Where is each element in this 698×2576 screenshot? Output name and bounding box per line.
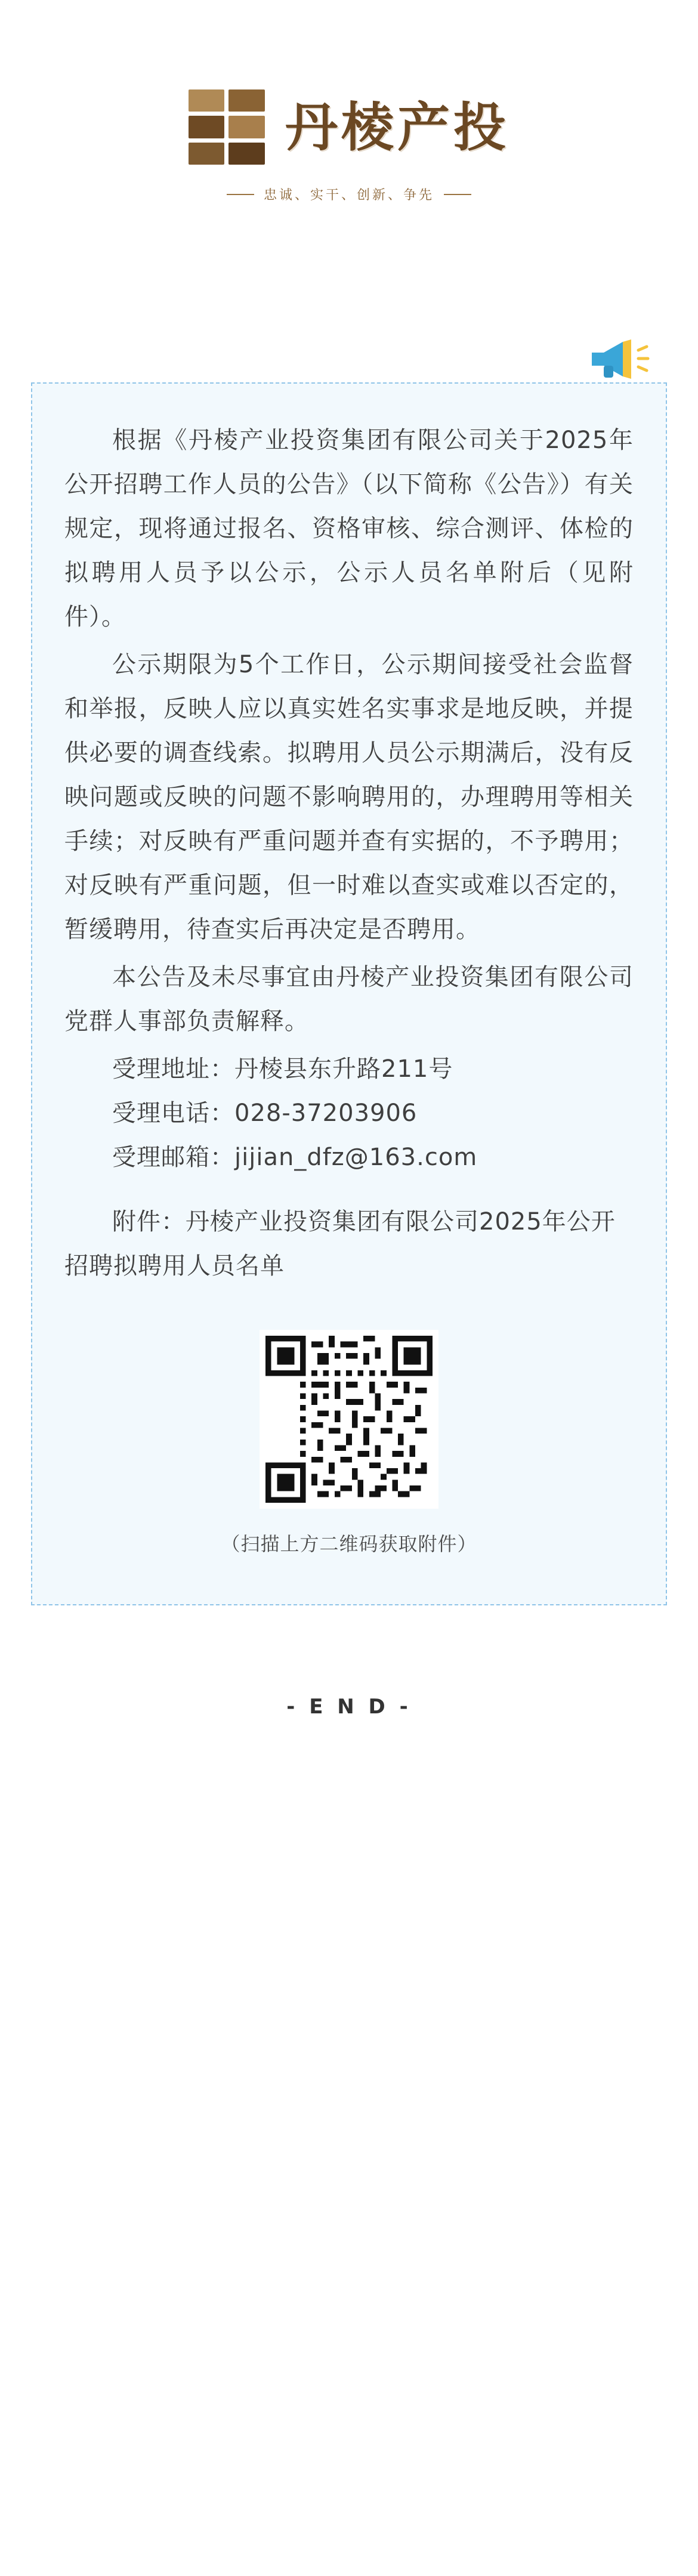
contact-phone: 受理电话：028-37203906 xyxy=(112,1099,418,1127)
qr-section xyxy=(64,1330,634,1556)
notice-paragraph-3: 本公告及未尽事宜由丹棱产业投资集团有限公司党群人事部负责解释。 xyxy=(64,963,634,1035)
contact-email: 受理邮箱：jijian_dfz@163.com xyxy=(112,1144,478,1171)
attachment-note: 附件：丹棱产业投资集团有限公司2025年公开招聘拟聘用人员名单 xyxy=(64,1208,616,1280)
megaphone-icon xyxy=(581,335,653,382)
notice-content-box xyxy=(31,382,667,1605)
slogan-rule-right xyxy=(444,194,471,195)
logo-slogan-text: 忠诚、实干、创新、争先 xyxy=(263,188,434,203)
notice-paragraph-2: 公示期限为5个工作日，公示期间接受社会监督和举报，反映人应以真实姓名实事求是地反映，并提供必要的调查线索。拟聘用人员公示期满后，没有反映问题或反映的问题不影响聘用的，办理聘用等相关手续；对反映有严重问题并查有实据的，不予聘用；对反映有严重问题，但一时难以查实或难以否定的，暂缓聘用，待查实后再决定是否聘用。 xyxy=(64,651,634,943)
slogan-rule-left xyxy=(227,194,254,195)
contact-address: 受理地址：丹棱县东升路211号 xyxy=(112,1055,453,1083)
notice-paragraph-1: 根据《丹棱产业投资集团有限公司关于2025年公开招聘工作人员的公告》（以下简称《公告》）有关规定，现将通过报名、资格审核、综合测评、体检的拟聘用人员予以公示，公示人员名单附后（见附件）。 xyxy=(64,427,634,631)
logo-title: 丹棱产投 xyxy=(285,96,509,158)
end-label: - E N D - xyxy=(286,1695,412,1719)
qr-code-svg xyxy=(265,1336,433,1503)
decoration-area xyxy=(31,341,667,382)
logo xyxy=(189,89,509,165)
page-header xyxy=(0,0,698,203)
qr-caption: （扫描上方二维码获取附件） xyxy=(221,1533,477,1555)
logo-slogan xyxy=(227,185,471,203)
brick-grid-logo-icon xyxy=(189,89,265,165)
page-footer xyxy=(0,1695,698,1755)
qr-code-image[interactable] xyxy=(260,1330,438,1509)
